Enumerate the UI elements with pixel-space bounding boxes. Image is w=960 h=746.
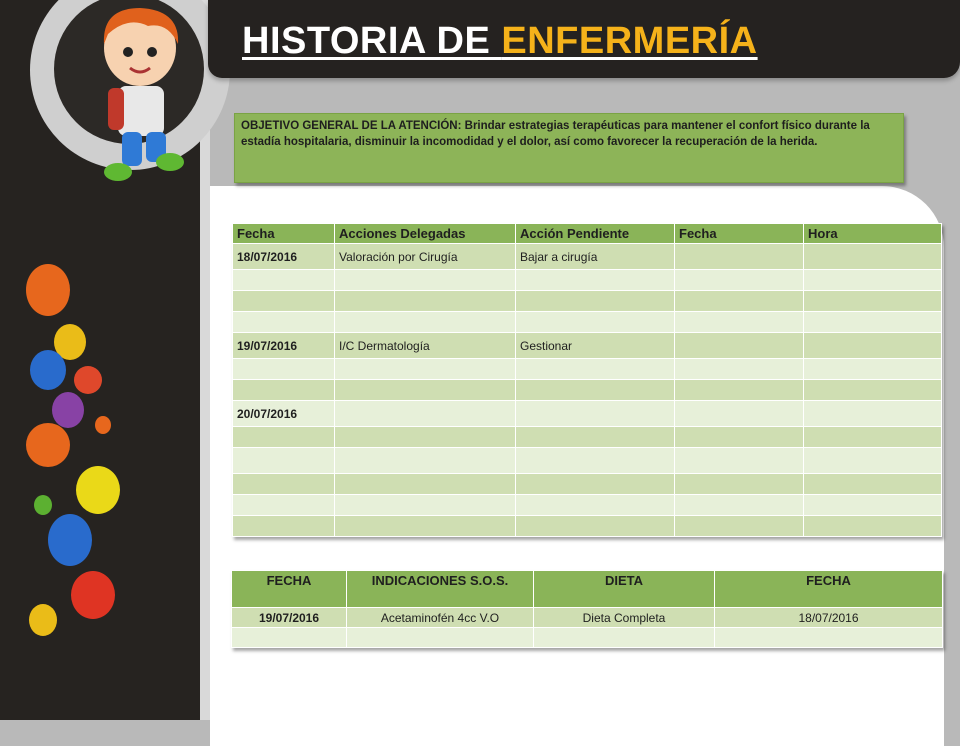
cell [516,291,675,312]
cell: 20/07/2016 [233,401,335,427]
cell [675,270,804,291]
header-dieta: DIETA [534,571,715,608]
cell: 18/07/2016 [233,244,335,270]
table-row [232,628,943,648]
cell [804,312,942,333]
cell [534,628,715,648]
cell [675,291,804,312]
cell [804,401,942,427]
cell [675,448,804,474]
cell [804,270,942,291]
cell [675,380,804,401]
cell [233,495,335,516]
cell [804,380,942,401]
cell [335,448,516,474]
cell [675,244,804,270]
cell [516,312,675,333]
table-row [233,495,942,516]
table-header-row [233,224,942,244]
cell [715,628,943,648]
cell [516,495,675,516]
cell [804,359,942,380]
table-header-row [232,571,943,608]
title-accent: ENFERMERÍA [501,20,758,62]
cell [675,474,804,495]
handprints-decoration [8,250,198,650]
cell [347,628,534,648]
cell [804,474,942,495]
table-row [233,427,942,448]
cell [335,291,516,312]
cell [804,448,942,474]
cell: I/C Dermatología [335,333,516,359]
delegated-actions-table [232,223,942,537]
cell: Dieta Completa [534,608,715,628]
cell [335,427,516,448]
cell [232,628,347,648]
cell [675,333,804,359]
table-row [233,312,942,333]
cell [233,380,335,401]
cell: Valoración por Cirugía [335,244,516,270]
cell [233,427,335,448]
cell [804,495,942,516]
cell [804,244,942,270]
cell: Bajar a cirugía [516,244,675,270]
cell [233,448,335,474]
cell [675,427,804,448]
table-row [232,608,943,628]
cell: 18/07/2016 [715,608,943,628]
cell [804,427,942,448]
cell: 19/07/2016 [232,608,347,628]
header-fecha: Fecha [233,224,335,244]
cell [335,270,516,291]
cell [335,380,516,401]
cell: Gestionar [516,333,675,359]
table-row [233,474,942,495]
objective-label: OBJETIVO GENERAL DE LA ATENCIÓN: [241,120,462,132]
cell [675,359,804,380]
header-fecha: FECHA [232,571,347,608]
header-indicaciones: INDICACIONES S.O.S. [347,571,534,608]
cell [233,270,335,291]
cell [516,474,675,495]
table-row [233,333,942,359]
cell [516,448,675,474]
header-acciones-delegadas: Acciones Delegadas [335,224,516,244]
cell [675,312,804,333]
cell [675,495,804,516]
table-row [233,244,942,270]
header-fecha-2: FECHA [715,571,943,608]
cell [516,516,675,537]
cell [804,291,942,312]
table-row [233,359,942,380]
child-illustration [88,4,198,184]
header-accion-pendiente: Acción Pendiente [516,224,675,244]
cell [233,516,335,537]
cell [335,474,516,495]
cell: 19/07/2016 [233,333,335,359]
table-row [233,291,942,312]
header-hora: Hora [804,224,942,244]
objective-text: Brindar estrategias terapéuticas para mantener el confort físico durante la estadía hospitalaria, disminuir la incomodidad y el dolor, así como favorecer la recuperación de la herida. [241,120,870,148]
cell [335,312,516,333]
cell [675,401,804,427]
cell [804,516,942,537]
cell [335,516,516,537]
cell [335,359,516,380]
cell [233,291,335,312]
sos-indications-table [231,570,943,648]
cell [516,270,675,291]
cell [516,427,675,448]
cell [516,401,675,427]
table-row [233,401,942,427]
table-row [233,270,942,291]
cell: Acetaminofén 4cc V.O [347,608,534,628]
cell [233,474,335,495]
cell [516,359,675,380]
page-title [242,20,758,63]
cell [516,380,675,401]
cell [335,495,516,516]
title-prefix: HISTORIA DE [242,20,502,62]
cell [233,359,335,380]
cell [233,312,335,333]
cell [335,401,516,427]
table-row [233,516,942,537]
table-row [233,380,942,401]
objective-box [234,113,904,183]
cell [804,333,942,359]
header-fecha-2: Fecha [675,224,804,244]
table-row [233,448,942,474]
cell [675,516,804,537]
